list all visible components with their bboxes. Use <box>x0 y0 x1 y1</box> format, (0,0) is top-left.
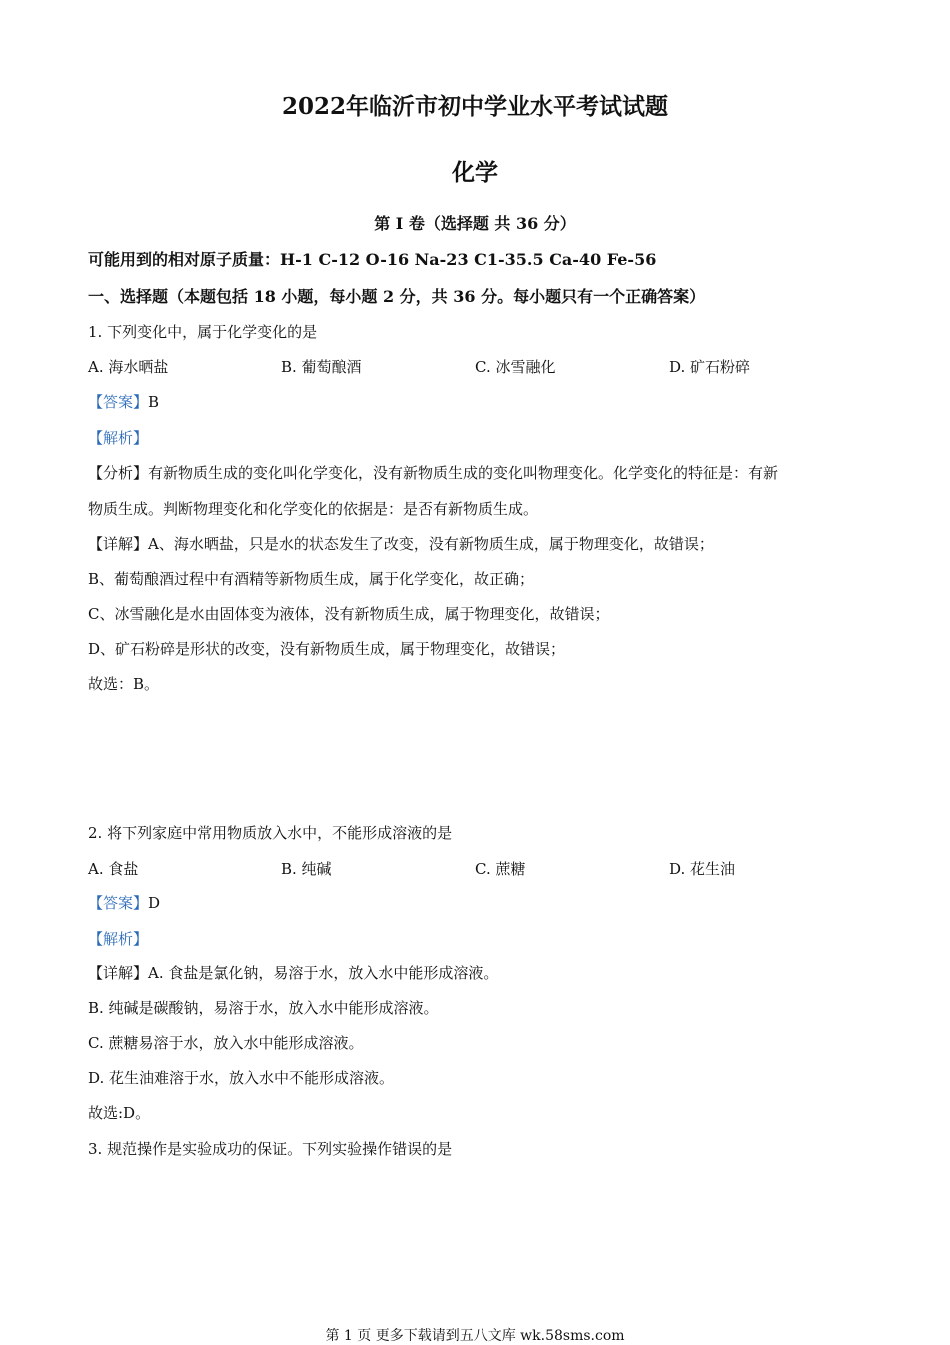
q1-option-b: B. 葡萄酿酒 <box>281 358 362 376</box>
q2-option-d: D. 花生油 <box>669 860 736 878</box>
q1-option-d: D. 矿石粉碎 <box>669 358 751 376</box>
answer-tag: 【答案】 <box>88 393 149 411</box>
q2-detail-c: C. 蔗糖易溶于水，放入水中能形成溶液。 <box>88 1034 364 1052</box>
detail-text: A. 食盐是氯化钠，易溶于水，放入水中能形成溶液。 <box>148 964 499 982</box>
q2-option-c: C. 蔗糖 <box>475 860 526 878</box>
question-2-stem: 2. 将下列家庭中常用物质放入水中，不能形成溶液的是 <box>88 824 453 842</box>
q1-option-a: A. 海水晒盐 <box>88 358 169 376</box>
q1-option-c: C. 冰雪融化 <box>475 358 556 376</box>
subject-title: 化学 <box>452 159 498 186</box>
q2-analysis-tag: 【解析】 <box>88 930 149 948</box>
q1-detail-c: C、冰雪融化是水由固体变为液体，没有新物质生成，属于物理变化，故错误； <box>88 605 610 623</box>
q1-analysis-tag: 【解析】 <box>88 429 149 447</box>
answer-value: D <box>148 894 161 912</box>
question-3-stem: 3. 规范操作是实验成功的保证。下列实验操作错误的是 <box>88 1140 453 1158</box>
analysis-text: 有新物质生成的变化叫化学变化，没有新物质生成的变化叫物理变化。化学变化的特征是：有新 <box>148 464 779 482</box>
q2-detail-d: D. 花生油难溶于水，放入水中不能形成溶液。 <box>88 1069 395 1087</box>
page-footer: 第 1 页 更多下载请到五八文库 wk.58sms.com <box>325 1328 625 1344</box>
part-heading: 一、选择题（本题包括 18 小题，每小题 2 分，共 36 分。每小题只有一个正确答案） <box>88 287 706 306</box>
q2-answer <box>88 892 160 913</box>
answer-value: B <box>148 393 160 411</box>
q1-analysis-line-2: 物质生成。判断物理变化和化学变化的依据是：是否有新物质生成。 <box>88 500 539 518</box>
q1-detail-a <box>88 533 714 554</box>
q2-detail-a <box>88 962 498 983</box>
detail-prefix: 【详解】 <box>88 964 149 982</box>
q1-detail-d: D、矿石粉碎是形状的改变，没有新物质生成，属于物理变化，故错误； <box>88 640 566 658</box>
q2-option-a: A. 食盐 <box>88 860 139 878</box>
atomic-masses: 可能用到的相对原子质量：H-1 C-12 O-16 Na-23 C1-35.5 Ca-40 Fe-56 <box>88 250 657 269</box>
answer-tag: 【答案】 <box>88 894 149 912</box>
q1-conclusion: 故选：B。 <box>88 675 160 693</box>
question-1-stem: 1. 下列变化中，属于化学变化的是 <box>88 323 318 341</box>
q2-detail-b: B. 纯碱是碳酸钠，易溶于水，放入水中能形成溶液。 <box>88 999 439 1017</box>
section-heading: 第 I 卷（选择题 共 36 分） <box>374 214 576 233</box>
q2-conclusion: 故选:D。 <box>88 1104 151 1122</box>
analysis-prefix: 【分析】 <box>88 464 149 482</box>
q2-option-b: B. 纯碱 <box>281 860 332 878</box>
q1-analysis-line-1 <box>88 462 778 483</box>
detail-prefix: 【详解】 <box>88 535 149 553</box>
detail-text: A、海水晒盐，只是水的状态发生了改变，没有新物质生成，属于物理变化，故错误； <box>148 535 714 553</box>
q1-answer <box>88 391 159 412</box>
exam-title: 2022年临沂市初中学业水平考试试题 <box>281 93 668 120</box>
q1-detail-b: B、葡萄酿酒过程中有酒精等新物质生成，属于化学变化，故正确； <box>88 570 535 588</box>
